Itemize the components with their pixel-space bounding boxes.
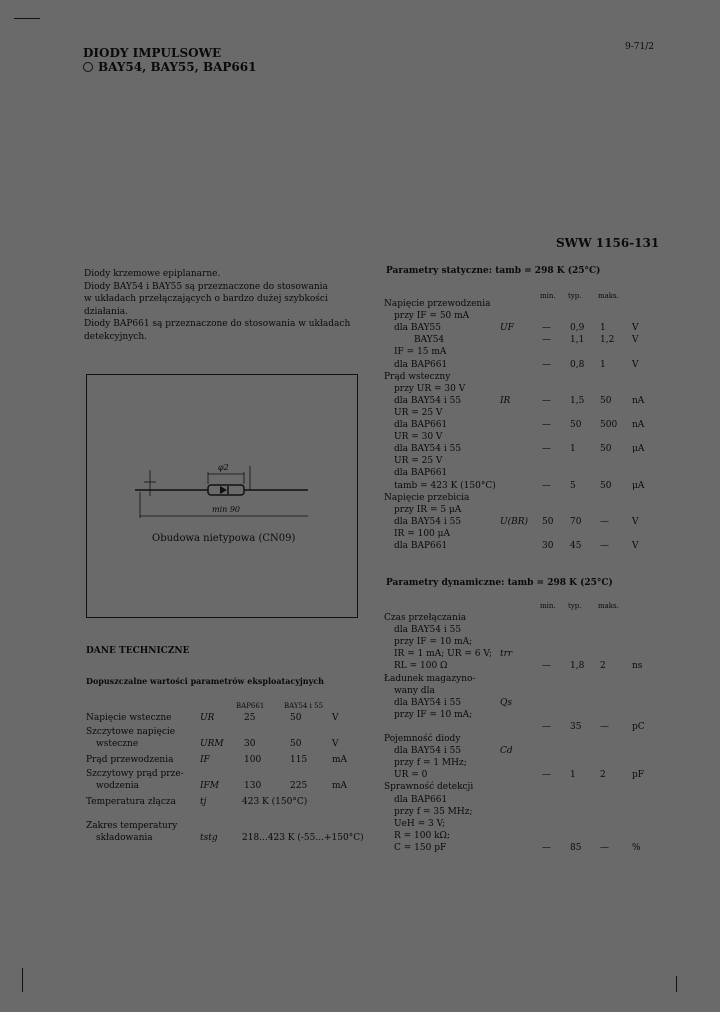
param-max: — [600,516,609,527]
subtitle-text: BAY54, BAY55, BAP661 [98,60,257,74]
param-label: przy f = 1 MHz; [394,758,467,769]
limit-label: wsteczne [96,739,139,749]
figure-caption: Obudowa nietypowa (CN09) [152,533,296,544]
param-max: 2 [600,770,606,781]
param-label: dla BAY54 i 55 [394,697,462,708]
corner-mark-bottom [22,968,23,992]
corner-mark-top [14,18,40,19]
limit-symbol: tstg [200,833,218,843]
param-label: dla BAY54 i 55 [394,746,462,757]
limit-unit: V [332,713,339,723]
param-unit: μA [632,480,645,491]
dynamic-heading: Parametry dynamiczne: tamb = 298 K (25°C) [386,578,613,588]
param-label: dla BAP661 [394,420,448,430]
param-label: R = 100 kΩ; [394,830,451,841]
param-label: przy IR = 5 μA [394,504,462,515]
limit-label: Prąd przewodzenia [86,755,174,765]
param-label: dla BAY54 i 55 [394,444,462,455]
param-label: Czas przełączania [384,613,467,623]
param-unit: pC [632,721,645,732]
param-typ: 50 [570,420,582,430]
static-heading: Parametry statyczne: tamb = 298 K (25°C) [386,266,601,276]
limit-value-bap661: 30 [244,739,256,749]
limit-symbol: URM [200,739,224,749]
param-max: 1,2 [600,335,615,346]
page-title: DIODY IMPULSOWE [83,46,222,60]
limit-label: Napięcie wsteczne [86,713,172,723]
limit-value-bap661: 130 [244,781,262,791]
param-typ: 1,8 [570,661,585,672]
param-min: — [542,359,551,370]
page-code: 9-71/2 [625,42,654,52]
param-min: 30 [542,541,554,551]
param-label: RL = 100 Ω [394,661,448,672]
param-label: przy IF = 10 mA; [394,637,473,648]
param-symbol: UF [500,323,514,334]
param-symbol: U(BR) [500,516,528,527]
param-unit: μA [632,444,645,455]
limit-label: Temperatura złącza [86,797,177,807]
limit-value-range: 423 K (150°C) [242,797,308,807]
intro-line: Diody BAP661 są przeznaczone do stosowania w układach [84,319,351,329]
limit-value-bay: 115 [290,755,308,765]
limit-value-range: 218...423 K (-55...+150°C) [242,833,364,843]
limit-label: Szczytowy prąd prze- [86,769,184,779]
dim-min-label: min 90 [212,505,241,514]
param-min: — [542,480,551,491]
standard-number: SWW 1156-131 [556,236,660,250]
param-min: — [542,770,551,781]
limits-heading: Dopuszczalne wartości parametrów eksploatacyjnych [86,676,324,686]
param-max: 1 [600,323,606,334]
param-label: przy IF = 10 mA; [394,709,473,720]
param-label: Napięcie przewodzenia [384,299,491,309]
param-min: — [542,395,551,406]
param-symbol: IR [500,395,511,406]
col-header: min. [540,602,556,610]
param-unit: % [632,842,641,853]
param-label: dla BAY55 [394,323,442,334]
param-symbol: Qs [500,697,512,708]
param-label: UeH = 3 V; [394,818,446,829]
param-typ: 35 [570,721,582,732]
param-max: 50 [600,395,612,406]
param-min: — [542,661,551,672]
param-label: dla BAP661 [394,359,448,370]
limit-value-bay: 225 [290,781,308,791]
param-unit: nA [632,395,645,406]
limit-symbol: tj [200,797,207,807]
param-label: Sprawność detekcji [384,782,474,793]
param-min: — [542,323,551,334]
param-label: UR = 30 V [394,432,443,443]
param-unit: V [632,323,639,334]
param-label: BAY54 [414,335,445,346]
limit-unit: mA [332,781,348,791]
param-typ: 85 [570,842,582,853]
limit-unit: mA [332,755,348,765]
col-header-bap661: BAP661 [236,702,265,710]
col-header: min. [540,292,556,300]
param-max: 50 [600,480,612,491]
param-unit: V [632,541,639,551]
param-max: — [600,721,609,732]
intro-line: detekcyjnych. [84,331,147,342]
param-min: — [542,420,551,430]
limit-symbol: IF [200,755,210,765]
limit-symbol: UR [200,713,215,723]
param-label: dla BAY54 i 55 [394,395,462,406]
limit-unit: V [332,739,339,749]
param-typ: 45 [570,541,582,551]
param-min: — [542,444,551,455]
corner-mark-right [676,976,677,992]
dim-body-label: φ2 [218,463,229,472]
param-label: IR = 100 μA [394,528,450,539]
param-label: UR = 0 [394,770,428,781]
param-symbol: Cd [500,746,513,757]
param-max: 1 [600,359,606,370]
intro-line: w układach przełączających o bardzo dużej szybkości [84,294,328,304]
limit-value-bap661: 25 [244,713,256,723]
param-min: 50 [542,516,554,527]
intro-line: Diody BAY54 i BAY55 są przeznaczone do stosowania [84,281,328,292]
param-max: — [600,842,609,853]
circle-icon [83,62,93,72]
param-label: dla BAP661 [394,794,448,805]
param-label: UR = 25 V [394,407,443,418]
param-unit: V [632,516,639,527]
param-unit: pF [632,770,645,781]
col-header: maks. [598,602,619,610]
param-typ: 1,5 [570,395,585,406]
limit-value-bay: 50 [290,739,302,749]
param-typ: 5 [570,480,576,491]
param-label: IF = 15 mA [394,347,447,358]
param-label: UR = 25 V [394,456,443,467]
param-min: — [542,842,551,853]
intro-line: Diody krzemowe epiplanarne. [84,269,221,279]
col-header: typ. [568,602,582,610]
intro-line: działania. [84,306,128,317]
param-min: — [542,721,551,732]
param-label: Napięcie przebicia [384,492,470,503]
param-typ: 1,1 [570,335,585,346]
param-label: Prąd wsteczny [384,371,451,382]
param-label: Pojemność diody [384,734,461,744]
param-typ: 1 [570,770,576,781]
param-typ: 0,9 [570,323,585,334]
limit-label: składowania [96,833,153,843]
param-unit: V [632,359,639,370]
param-typ: 70 [570,516,582,527]
param-max: 500 [600,420,618,430]
param-label: przy f = 35 MHz; [394,806,473,817]
param-label: C = 150 pF [394,842,447,853]
limit-label: wodzenia [96,781,139,791]
limit-symbol: IFM [200,781,220,791]
col-header-bay: BAY54 i 55 [284,702,324,710]
param-typ: 1 [570,444,576,455]
param-label: przy UR = 30 V [394,383,466,394]
col-header: typ. [568,292,582,300]
param-label: tamb = 423 K (150°C) [394,480,496,491]
param-label: IR = 1 mA; UR = 6 V; [394,649,492,660]
param-unit: nA [632,420,645,430]
param-max: 2 [600,661,606,672]
limit-value-bay: 50 [290,713,302,723]
param-typ: 0,8 [570,359,585,370]
param-label: dla BAP661 [394,541,448,551]
limit-label: Zakres temperatury [86,821,178,831]
param-unit: V [632,335,639,346]
param-label: dla BAY54 i 55 [394,516,462,527]
page-subtitle [83,60,256,74]
param-label: wany dla [394,685,435,696]
param-label: przy IF = 50 mA [394,311,470,322]
param-symbol: trr [500,649,513,660]
param-label: dla BAP661 [394,468,448,479]
param-max: 50 [600,444,612,455]
limit-value-bap661: 100 [244,755,262,765]
tech-heading: DANE TECHNICZNE [86,646,190,656]
col-header: maks. [598,292,619,300]
param-label: Ładunek magazyno- [384,673,476,684]
limit-label: Szczytowe napięcie [86,727,176,737]
param-label: dla BAY54 i 55 [394,625,462,636]
param-min: — [542,335,551,346]
param-max: — [600,541,609,551]
param-unit: ns [632,661,643,672]
